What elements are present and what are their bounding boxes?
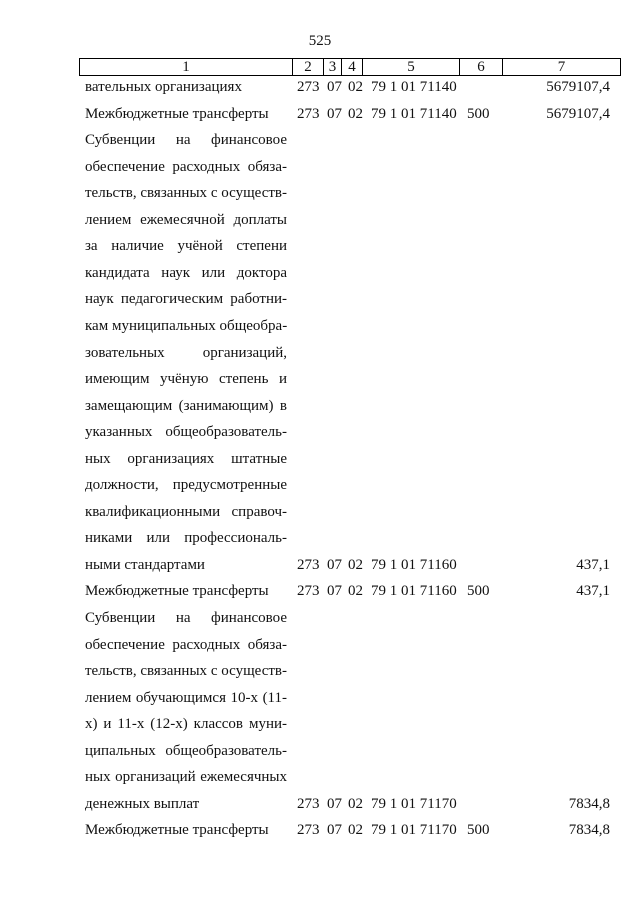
row-cell-c6: 500	[467, 105, 490, 122]
column-header-7: 7	[503, 59, 621, 76]
column-header-3: 3	[324, 59, 342, 76]
row-description: Межбюджетные трансферты	[85, 583, 269, 600]
row-cell-c5: 79 1 01 71140	[371, 79, 457, 95]
row-cell-c2: 273	[297, 822, 320, 839]
row-cell-c7: 437,1	[576, 583, 610, 600]
row-cell-c7: 7834,8	[568, 822, 610, 839]
column-header-5: 5	[363, 59, 460, 76]
row-description: имеющим учёную степень и	[85, 371, 287, 388]
row-cell-c5: 79 1 01 71160	[371, 556, 457, 573]
column-header-table	[79, 58, 621, 76]
column-header-6: 6	[460, 59, 503, 76]
table-row	[0, 769, 640, 795]
row-cell-c4: 02	[348, 795, 363, 812]
row-description: тельств, связанных с осуществ-	[85, 663, 287, 680]
row-description: ными стандартами	[85, 556, 205, 573]
table-row	[0, 610, 640, 636]
table-row	[0, 716, 640, 742]
row-cell-c2: 273	[297, 105, 320, 122]
row-description: вательных организациях	[85, 79, 242, 95]
table-row	[0, 663, 640, 689]
row-description: ных организаций ежемесячных	[85, 769, 287, 786]
row-cell-c2: 273	[297, 79, 320, 95]
row-description: указанных общеобразователь-	[85, 424, 287, 441]
row-description: кам муниципальных общеобра-	[85, 317, 288, 334]
table-row	[0, 690, 640, 716]
row-cell-c2: 273	[297, 556, 320, 573]
row-cell-c3: 07	[327, 105, 342, 122]
row-cell-c4: 02	[348, 822, 363, 839]
row-cell-c6: 500	[467, 583, 490, 600]
row-description: кандидата наук или доктора	[85, 264, 287, 281]
table-row	[0, 398, 640, 424]
table-row	[0, 822, 640, 848]
table-row	[0, 796, 640, 822]
table-row	[0, 291, 640, 317]
table-row	[0, 451, 640, 477]
row-description: Межбюджетные трансферты	[85, 105, 269, 122]
row-cell-c4: 02	[348, 79, 363, 95]
row-description: Субвенции на финансовое	[85, 132, 287, 149]
table-row	[0, 265, 640, 291]
row-description: должности, предусмотренные	[85, 477, 287, 494]
table-row	[0, 424, 640, 450]
row-cell-c5: 79 1 01 71140	[371, 105, 457, 122]
row-description: квалификационными справоч-	[85, 503, 287, 520]
row-description: зовательных организаций,	[85, 344, 287, 361]
column-header-1: 1	[80, 59, 293, 76]
row-cell-c2: 273	[297, 583, 320, 600]
table-row	[0, 238, 640, 264]
row-description: ных организациях штатные	[85, 450, 287, 467]
row-description: х) и 11-х (12-х) классов муни-	[85, 716, 287, 733]
row-description: никами или профессиональ-	[85, 530, 287, 547]
row-cell-c4: 02	[348, 583, 363, 600]
row-description: лением обучающимся 10-х (11-	[85, 689, 287, 706]
row-description: лением ежемесячной доплаты	[85, 211, 287, 228]
row-cell-c7: 7834,8	[568, 795, 610, 812]
row-cell-c6: 500	[467, 822, 490, 839]
row-cell-c3: 07	[327, 822, 342, 839]
table-row	[0, 477, 640, 503]
row-cell-c4: 02	[348, 556, 363, 573]
page-number: 525	[308, 33, 332, 49]
table-row	[0, 637, 640, 663]
row-description: обеспечение расходных обяза-	[85, 158, 287, 175]
table-row	[0, 530, 640, 556]
row-cell-c7: 5679107,4	[546, 105, 610, 122]
row-cell-c5: 79 1 01 71160	[371, 583, 457, 600]
table-row	[0, 583, 640, 609]
table-row	[0, 132, 640, 158]
row-cell-c2: 273	[297, 795, 320, 812]
row-description: Субвенции на финансовое	[85, 610, 287, 626]
table-row	[0, 159, 640, 185]
table-row	[0, 212, 640, 238]
column-header-4: 4	[342, 59, 363, 76]
table-row	[0, 504, 640, 530]
table-row	[0, 345, 640, 371]
row-description: Межбюджетные трансферты	[85, 822, 269, 839]
row-cell-c4: 02	[348, 105, 363, 122]
row-cell-c3: 07	[327, 79, 342, 95]
row-description: за наличие учёной степени	[85, 238, 287, 255]
table-row	[0, 557, 640, 583]
column-header-row	[80, 59, 621, 76]
table-row	[0, 185, 640, 211]
row-cell-c3: 07	[327, 795, 342, 812]
table-row	[0, 106, 640, 132]
table-row	[0, 743, 640, 769]
table-row	[0, 79, 640, 105]
row-description: денежных выплат	[85, 795, 200, 812]
row-description: ципальных общеобразователь-	[85, 742, 287, 759]
row-cell-c5: 79 1 01 71170	[371, 822, 457, 839]
row-description: наук педагогическим работни-	[85, 291, 287, 308]
row-cell-c5: 79 1 01 71170	[371, 795, 457, 812]
row-cell-c3: 07	[327, 583, 342, 600]
row-description: обеспечение расходных обяза-	[85, 636, 287, 653]
row-cell-c7: 5679107,4	[546, 79, 610, 95]
table-row	[0, 371, 640, 397]
table-row	[0, 318, 640, 344]
column-header-2: 2	[293, 59, 324, 76]
row-description: тельств, связанных с осуществ-	[85, 185, 287, 202]
row-cell-c3: 07	[327, 556, 342, 573]
row-description: замещающим (занимающим) в	[85, 397, 287, 414]
row-cell-c7: 437,1	[576, 556, 610, 573]
